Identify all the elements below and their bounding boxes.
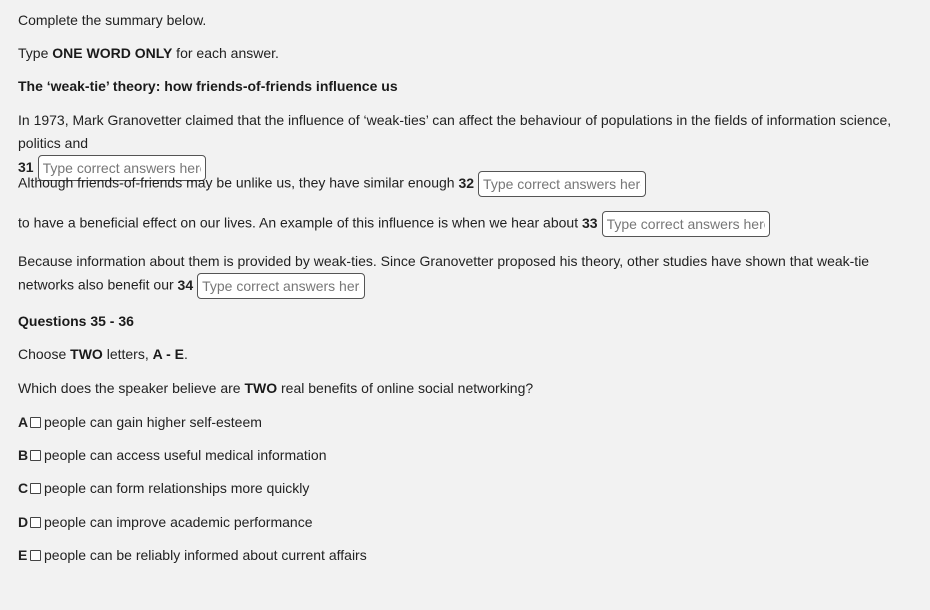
option-letter: E: [18, 546, 28, 563]
option-label: people can form relationships more quickly: [44, 479, 310, 496]
paragraph-3-text: to have a beneficial effect on our lives. An example of this influence is when we hear about: [18, 214, 579, 231]
mcq-heading-text: Questions 35 - 36: [18, 313, 134, 329]
summary-title: [18, 78, 924, 95]
question-33-number: 33: [581, 214, 598, 231]
choose-count: TWO: [70, 346, 103, 362]
instruction-text: [18, 12, 924, 29]
option-b[interactable]: [18, 446, 327, 464]
option-checkbox-c[interactable]: [30, 483, 41, 494]
answer-input-33[interactable]: [602, 211, 770, 237]
question-suffix: real benefits of online social networking?: [277, 380, 534, 396]
option-c[interactable]: [18, 479, 309, 497]
question-bold: TWO: [244, 380, 278, 396]
word-limit-bold: ONE WORD ONLY: [52, 45, 173, 61]
option-checkbox-a[interactable]: [30, 417, 41, 428]
mcq-choose-instruction: [18, 346, 924, 363]
question-34-number: 34: [177, 276, 194, 293]
option-label: people can be reliably informed about current affairs: [44, 546, 367, 563]
summary-paragraph-4: [18, 250, 924, 299]
option-letter: C: [18, 479, 29, 496]
paragraph-4-text: Because information about them is provided by weak-ties. Since Granovetter proposed his theory, other studies have shown that weak-tie networks also benefit our: [18, 253, 870, 293]
option-checkbox-e[interactable]: [30, 550, 41, 561]
instruction-label: Complete the summary below.: [18, 12, 207, 28]
option-letter: D: [18, 513, 29, 530]
choose-prefix: Choose: [18, 346, 71, 362]
paragraph-1-text: In 1973, Mark Granovetter claimed that the influence of ‘weak-ties’ can affect the behaviour of populations in the fields of information science, politics and: [18, 112, 892, 151]
question-32-number: 32: [458, 174, 475, 191]
answer-input-34[interactable]: [197, 273, 365, 299]
mcq-question: [18, 380, 924, 397]
summary-paragraph-3: [18, 211, 924, 237]
summary-paragraph-2: [18, 171, 924, 197]
question-prefix: Which does the speaker believe are: [18, 380, 245, 396]
option-label: people can improve academic performance: [44, 513, 313, 530]
paragraph-2-text: Although friends-of-friends may be unlike us, they have similar enough: [18, 174, 455, 191]
question-31-number: 31: [18, 158, 34, 175]
choose-suffix: .: [183, 346, 188, 362]
option-letter: B: [18, 446, 29, 463]
choose-mid: letters,: [102, 346, 153, 362]
word-limit-instruction: [18, 45, 924, 62]
option-label: people can access useful medical information: [44, 446, 327, 463]
choose-range: A - E: [152, 346, 184, 362]
option-label: people can gain higher self-esteem: [44, 413, 262, 430]
option-a[interactable]: [18, 413, 262, 431]
word-limit-prefix: Type: [18, 45, 53, 61]
option-d[interactable]: [18, 513, 312, 531]
mcq-heading: [18, 313, 924, 330]
answer-input-32[interactable]: [478, 171, 646, 197]
option-e[interactable]: [18, 546, 367, 564]
option-checkbox-b[interactable]: [30, 450, 41, 461]
word-limit-suffix: for each answer.: [172, 45, 279, 61]
summary-title-text: The ‘weak-tie’ theory: how friends-of-friends influence us: [18, 78, 398, 94]
option-letter: A: [18, 413, 29, 430]
option-checkbox-d[interactable]: [30, 517, 41, 528]
